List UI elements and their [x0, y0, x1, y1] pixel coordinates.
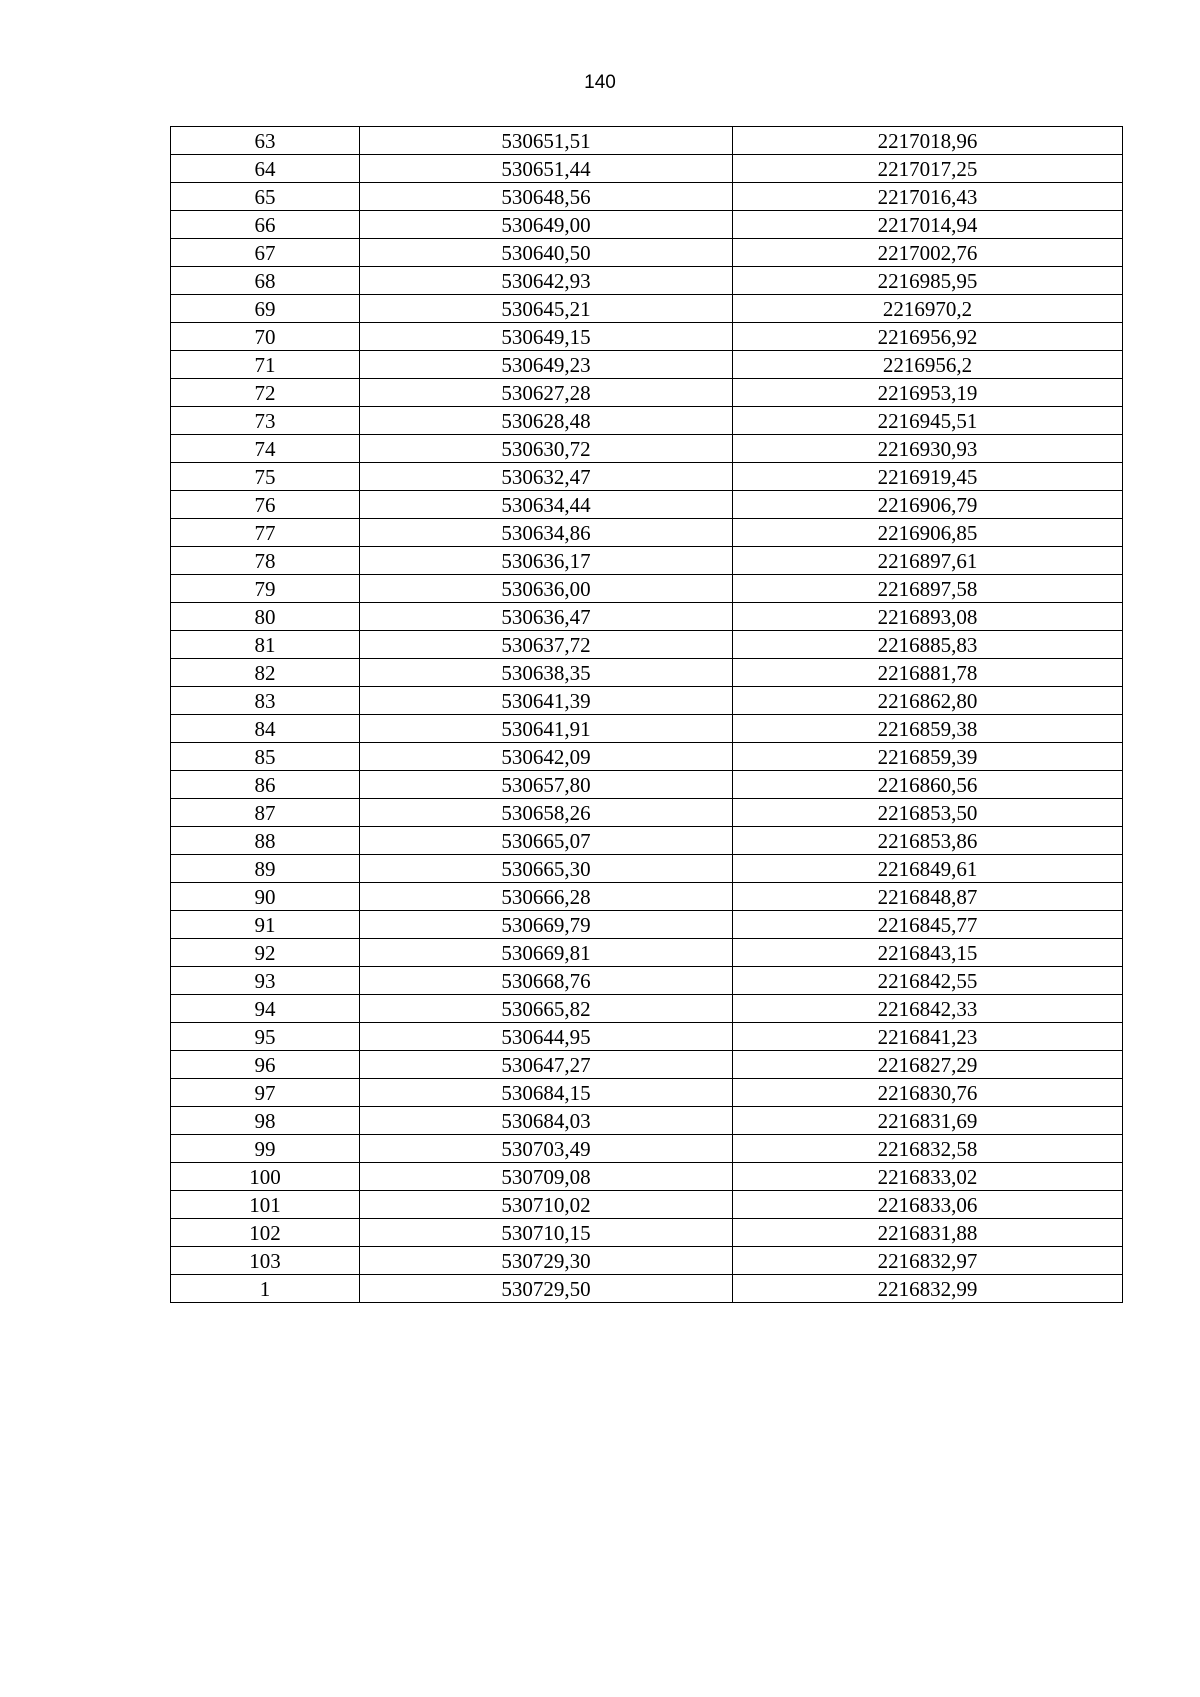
table-row [171, 547, 1123, 575]
x-coordinate-cell: 530640,50 [360, 239, 733, 267]
x-coordinate-cell: 530703,49 [360, 1135, 733, 1163]
table-row [171, 1247, 1123, 1275]
table-row [171, 603, 1123, 631]
point-number-cell: 63 [171, 127, 360, 155]
table-row [171, 575, 1123, 603]
y-coordinate-cell: 2216897,61 [733, 547, 1123, 575]
y-coordinate-cell: 2217016,43 [733, 183, 1123, 211]
x-coordinate-cell: 530651,51 [360, 127, 733, 155]
point-number-cell: 101 [171, 1191, 360, 1219]
x-coordinate-cell: 530641,39 [360, 687, 733, 715]
x-coordinate-cell: 530637,72 [360, 631, 733, 659]
y-coordinate-cell: 2216853,50 [733, 799, 1123, 827]
x-coordinate-cell: 530684,03 [360, 1107, 733, 1135]
coordinates-table [170, 126, 1123, 1303]
x-coordinate-cell: 530669,79 [360, 911, 733, 939]
point-number-cell: 93 [171, 967, 360, 995]
x-coordinate-cell: 530630,72 [360, 435, 733, 463]
table-row [171, 1107, 1123, 1135]
table-row [171, 1079, 1123, 1107]
x-coordinate-cell: 530657,80 [360, 771, 733, 799]
table-row [171, 1051, 1123, 1079]
point-number-cell: 85 [171, 743, 360, 771]
y-coordinate-cell: 2216893,08 [733, 603, 1123, 631]
point-number-cell: 66 [171, 211, 360, 239]
table-row [171, 407, 1123, 435]
x-coordinate-cell: 530645,21 [360, 295, 733, 323]
y-coordinate-cell: 2216830,76 [733, 1079, 1123, 1107]
point-number-cell: 91 [171, 911, 360, 939]
table-row [171, 491, 1123, 519]
table-row [171, 827, 1123, 855]
y-coordinate-cell: 2216843,15 [733, 939, 1123, 967]
table-row [171, 183, 1123, 211]
x-coordinate-cell: 530636,47 [360, 603, 733, 631]
y-coordinate-cell: 2216832,58 [733, 1135, 1123, 1163]
table-row [171, 267, 1123, 295]
y-coordinate-cell: 2216842,33 [733, 995, 1123, 1023]
x-coordinate-cell: 530665,30 [360, 855, 733, 883]
x-coordinate-cell: 530668,76 [360, 967, 733, 995]
y-coordinate-cell: 2217018,96 [733, 127, 1123, 155]
y-coordinate-cell: 2216906,85 [733, 519, 1123, 547]
table-row [171, 799, 1123, 827]
y-coordinate-cell: 2216985,95 [733, 267, 1123, 295]
y-coordinate-cell: 2217014,94 [733, 211, 1123, 239]
table-row [171, 1219, 1123, 1247]
x-coordinate-cell: 530628,48 [360, 407, 733, 435]
table-row [171, 855, 1123, 883]
x-coordinate-cell: 530710,02 [360, 1191, 733, 1219]
point-number-cell: 99 [171, 1135, 360, 1163]
y-coordinate-cell: 2216833,02 [733, 1163, 1123, 1191]
x-coordinate-cell: 530709,08 [360, 1163, 733, 1191]
point-number-cell: 92 [171, 939, 360, 967]
point-number-cell: 102 [171, 1219, 360, 1247]
table-row [171, 435, 1123, 463]
table-row [171, 519, 1123, 547]
x-coordinate-cell: 530638,35 [360, 659, 733, 687]
y-coordinate-cell: 2216849,61 [733, 855, 1123, 883]
x-coordinate-cell: 530636,00 [360, 575, 733, 603]
y-coordinate-cell: 2216831,69 [733, 1107, 1123, 1135]
y-coordinate-cell: 2216853,86 [733, 827, 1123, 855]
x-coordinate-cell: 530649,23 [360, 351, 733, 379]
table-row [171, 155, 1123, 183]
table-row [171, 771, 1123, 799]
x-coordinate-cell: 530642,93 [360, 267, 733, 295]
x-coordinate-cell: 530636,17 [360, 547, 733, 575]
y-coordinate-cell: 2216906,79 [733, 491, 1123, 519]
x-coordinate-cell: 530647,27 [360, 1051, 733, 1079]
x-coordinate-cell: 530669,81 [360, 939, 733, 967]
y-coordinate-cell: 2216860,56 [733, 771, 1123, 799]
y-coordinate-cell: 2216885,83 [733, 631, 1123, 659]
point-number-cell: 74 [171, 435, 360, 463]
x-coordinate-cell: 530632,47 [360, 463, 733, 491]
point-number-cell: 69 [171, 295, 360, 323]
point-number-cell: 89 [171, 855, 360, 883]
table-row [171, 715, 1123, 743]
x-coordinate-cell: 530729,50 [360, 1275, 733, 1303]
point-number-cell: 96 [171, 1051, 360, 1079]
table-row [171, 659, 1123, 687]
y-coordinate-cell: 2216841,23 [733, 1023, 1123, 1051]
y-coordinate-cell: 2216897,58 [733, 575, 1123, 603]
point-number-cell: 100 [171, 1163, 360, 1191]
x-coordinate-cell: 530648,56 [360, 183, 733, 211]
y-coordinate-cell: 2216845,77 [733, 911, 1123, 939]
y-coordinate-cell: 2216970,2 [733, 295, 1123, 323]
table-row [171, 239, 1123, 267]
y-coordinate-cell: 2216859,38 [733, 715, 1123, 743]
table-row [171, 211, 1123, 239]
x-coordinate-cell: 530644,95 [360, 1023, 733, 1051]
point-number-cell: 98 [171, 1107, 360, 1135]
y-coordinate-cell: 2216862,80 [733, 687, 1123, 715]
y-coordinate-cell: 2216953,19 [733, 379, 1123, 407]
y-coordinate-cell: 2216833,06 [733, 1191, 1123, 1219]
point-number-cell: 73 [171, 407, 360, 435]
table-row [171, 463, 1123, 491]
x-coordinate-cell: 530658,26 [360, 799, 733, 827]
point-number-cell: 68 [171, 267, 360, 295]
y-coordinate-cell: 2216956,2 [733, 351, 1123, 379]
table-row [171, 351, 1123, 379]
point-number-cell: 79 [171, 575, 360, 603]
point-number-cell: 80 [171, 603, 360, 631]
x-coordinate-cell: 530684,15 [360, 1079, 733, 1107]
table-row [171, 379, 1123, 407]
point-number-cell: 94 [171, 995, 360, 1023]
table-row [171, 1135, 1123, 1163]
x-coordinate-cell: 530634,44 [360, 491, 733, 519]
y-coordinate-cell: 2216881,78 [733, 659, 1123, 687]
table-row [171, 743, 1123, 771]
y-coordinate-cell: 2216848,87 [733, 883, 1123, 911]
point-number-cell: 78 [171, 547, 360, 575]
x-coordinate-cell: 530634,86 [360, 519, 733, 547]
point-number-cell: 83 [171, 687, 360, 715]
page-number: 140 [584, 72, 616, 93]
y-coordinate-cell: 2216945,51 [733, 407, 1123, 435]
y-coordinate-cell: 2216832,99 [733, 1275, 1123, 1303]
x-coordinate-cell: 530665,07 [360, 827, 733, 855]
x-coordinate-cell: 530627,28 [360, 379, 733, 407]
x-coordinate-cell: 530642,09 [360, 743, 733, 771]
x-coordinate-cell: 530651,44 [360, 155, 733, 183]
point-number-cell: 95 [171, 1023, 360, 1051]
x-coordinate-cell: 530666,28 [360, 883, 733, 911]
table-row [171, 995, 1123, 1023]
point-number-cell: 81 [171, 631, 360, 659]
table-row [171, 1191, 1123, 1219]
table-row [171, 1023, 1123, 1051]
point-number-cell: 88 [171, 827, 360, 855]
point-number-cell: 70 [171, 323, 360, 351]
point-number-cell: 67 [171, 239, 360, 267]
table-row [171, 1275, 1123, 1303]
x-coordinate-cell: 530729,30 [360, 1247, 733, 1275]
table-row [171, 127, 1123, 155]
coordinates-table-body [171, 127, 1123, 1303]
table-row [171, 687, 1123, 715]
table-row [171, 323, 1123, 351]
point-number-cell: 77 [171, 519, 360, 547]
point-number-cell: 1 [171, 1275, 360, 1303]
x-coordinate-cell: 530649,00 [360, 211, 733, 239]
point-number-cell: 82 [171, 659, 360, 687]
y-coordinate-cell: 2216827,29 [733, 1051, 1123, 1079]
table-row [171, 883, 1123, 911]
y-coordinate-cell: 2216842,55 [733, 967, 1123, 995]
point-number-cell: 84 [171, 715, 360, 743]
y-coordinate-cell: 2217017,25 [733, 155, 1123, 183]
point-number-cell: 75 [171, 463, 360, 491]
y-coordinate-cell: 2216956,92 [733, 323, 1123, 351]
x-coordinate-cell: 530641,91 [360, 715, 733, 743]
x-coordinate-cell: 530710,15 [360, 1219, 733, 1247]
point-number-cell: 87 [171, 799, 360, 827]
table-row [171, 295, 1123, 323]
point-number-cell: 76 [171, 491, 360, 519]
point-number-cell: 64 [171, 155, 360, 183]
y-coordinate-cell: 2216832,97 [733, 1247, 1123, 1275]
y-coordinate-cell: 2216930,93 [733, 435, 1123, 463]
point-number-cell: 86 [171, 771, 360, 799]
point-number-cell: 103 [171, 1247, 360, 1275]
point-number-cell: 97 [171, 1079, 360, 1107]
x-coordinate-cell: 530649,15 [360, 323, 733, 351]
table-row [171, 911, 1123, 939]
table-row [171, 939, 1123, 967]
x-coordinate-cell: 530665,82 [360, 995, 733, 1023]
point-number-cell: 90 [171, 883, 360, 911]
y-coordinate-cell: 2216831,88 [733, 1219, 1123, 1247]
y-coordinate-cell: 2216919,45 [733, 463, 1123, 491]
point-number-cell: 71 [171, 351, 360, 379]
y-coordinate-cell: 2217002,76 [733, 239, 1123, 267]
table-row [171, 967, 1123, 995]
point-number-cell: 72 [171, 379, 360, 407]
point-number-cell: 65 [171, 183, 360, 211]
y-coordinate-cell: 2216859,39 [733, 743, 1123, 771]
table-row [171, 631, 1123, 659]
table-row [171, 1163, 1123, 1191]
